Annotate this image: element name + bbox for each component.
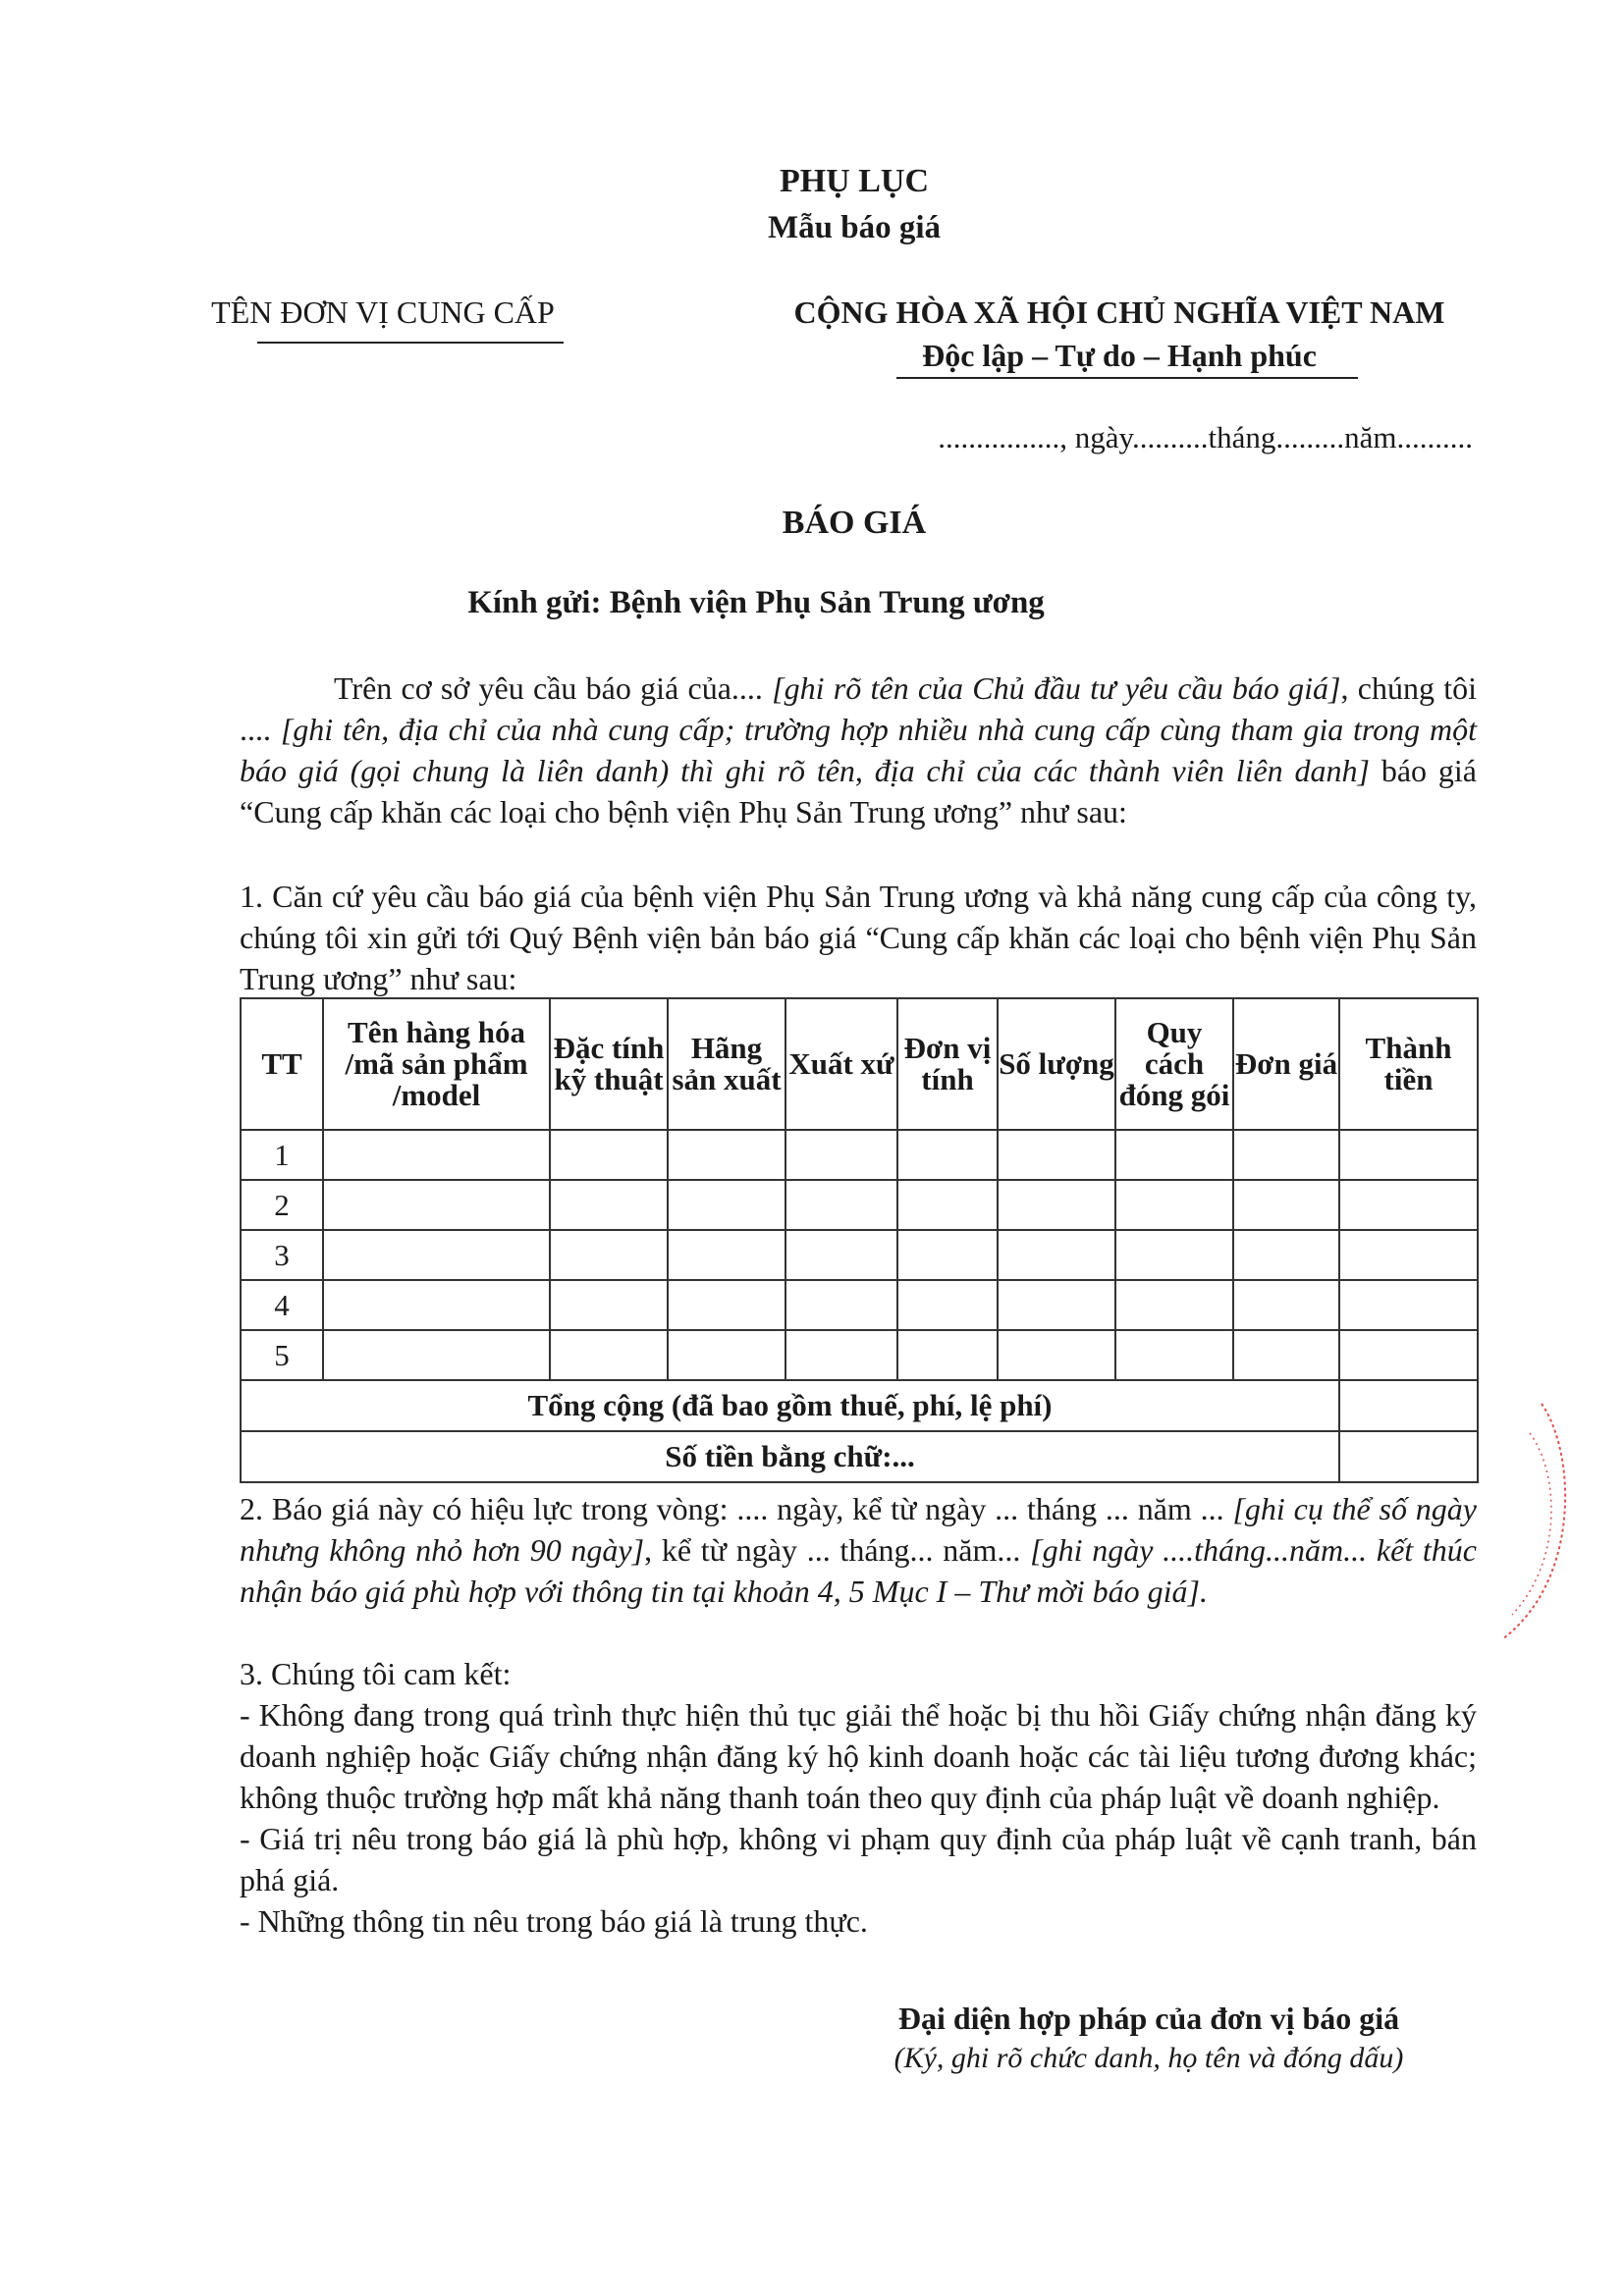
cell <box>550 1130 668 1180</box>
cell <box>1339 1280 1478 1330</box>
supplier-underline <box>257 342 564 344</box>
item-2-text-b: , kể từ ngày ... tháng... năm... <box>644 1532 1031 1568</box>
cell <box>785 1230 897 1280</box>
commitment-3: - Những thông tin nêu trong báo giá là trung thực. <box>240 1903 868 1939</box>
table-row <box>241 1330 1478 1380</box>
cell <box>998 1330 1115 1380</box>
total-value-cell <box>1339 1380 1478 1431</box>
cell <box>668 1180 785 1230</box>
cell <box>897 1330 998 1380</box>
cell <box>1115 1280 1233 1330</box>
date-line: ................, ngày..........tháng.........năm.......... <box>938 420 1473 454</box>
item-2-text-c: . <box>1199 1574 1208 1609</box>
cell <box>550 1180 668 1230</box>
republic-title: CỘNG HÒA XÃ HỘI CHỦ NGHĨA VIỆT NAM <box>793 294 1445 330</box>
table-row <box>241 1130 1478 1180</box>
cell <box>323 1330 550 1380</box>
commitment-1: - Không đang trong quá trình thực hiện thủ tục giải thể hoặc bị thu hồi Giấy chứng nhận đăng ký doanh nghiệp hoặc Giấy chứng nhận đăng ký hộ kinh doanh hoặc các tài liệu tương đương khác; không thuộc trường hợp mất khả năng thanh toán theo quy định của pháp luật về doanh nghiệp. <box>240 1697 1477 1815</box>
table-row <box>241 1230 1478 1280</box>
header-spec: Đặc tính kỹ thuật <box>550 998 668 1130</box>
signature-note: (Ký, ghi rõ chức danh, họ tên và đóng dấu) <box>893 2042 1404 2074</box>
intro-text-3: báo giá “Cung cấp khăn các loại cho bệnh viện Phụ Sản Trung ương” như sau: <box>240 753 1478 829</box>
cell <box>1233 1130 1339 1180</box>
header-name: Tên hàng hóa /mã sản phẩm /model <box>323 998 550 1130</box>
cell <box>1339 1230 1478 1280</box>
cell <box>1115 1130 1233 1180</box>
cell <box>1339 1130 1478 1180</box>
item-2-paragraph <box>240 1488 1477 1612</box>
amount-in-words-cell <box>1339 1431 1478 1482</box>
recipient-line: Kính gửi: Bệnh viện Phụ Sản Trung ương <box>467 585 1045 620</box>
cell <box>1115 1230 1233 1280</box>
supplier-name: TÊN ĐƠN VỊ CUNG CẤP <box>211 294 555 330</box>
cell <box>668 1130 785 1180</box>
cell <box>1339 1180 1478 1230</box>
cell <box>897 1280 998 1330</box>
cell <box>668 1330 785 1380</box>
cell <box>785 1130 897 1180</box>
cell <box>550 1280 668 1330</box>
signature-title: Đại diện hợp pháp của đơn vị báo giá <box>897 2001 1400 2036</box>
cell <box>1233 1330 1339 1380</box>
intro-note-2: [ghi tên, địa chỉ của nhà cung cấp; trường hợp nhiều nhà cung cấp cùng tham gia trong một báo giá (gọi chung là liên danh) thì ghi rõ tên, địa chỉ của các thành viên liên danh] <box>240 712 1478 788</box>
quote-table <box>240 997 1479 1483</box>
appendix-title: PHỤ LỤC <box>779 163 930 199</box>
appendix-subtitle: Mẫu báo giá <box>767 210 942 245</box>
cell <box>668 1230 785 1280</box>
cell <box>998 1230 1115 1280</box>
cell <box>1233 1230 1339 1280</box>
amount-in-words-label: Số tiền bằng chữ:... <box>241 1431 1339 1482</box>
cell <box>323 1130 550 1180</box>
cell <box>1233 1280 1339 1330</box>
row-number: 1 <box>241 1130 323 1180</box>
cell <box>1339 1330 1478 1380</box>
cell <box>785 1180 897 1230</box>
cell <box>897 1230 998 1280</box>
cell <box>323 1230 550 1280</box>
header-pack: Quy cách đóng gói <box>1115 998 1233 1130</box>
cell <box>1115 1180 1233 1230</box>
header-tt: TT <box>241 998 323 1130</box>
intro-text-2: , chúng tôi .... <box>240 670 1478 747</box>
header-price: Đơn giá <box>1233 998 1339 1130</box>
header-unit: Đơn vị tính <box>897 998 998 1130</box>
item-3-section <box>240 1653 1477 1942</box>
total-row <box>241 1380 1478 1431</box>
intro-paragraph <box>240 667 1477 832</box>
item-1-paragraph: 1. Căn cứ yêu cầu báo giá của bệnh viện Phụ Sản Trung ương và khả năng cung cấp của công ty, chúng tôi xin gửi tới Quý Bệnh viện bản báo giá “Cung cấp khăn các loại cho bệnh viện Phụ Sản Trung ương” như sau: <box>240 879 1477 996</box>
document-title: BÁO GIÁ <box>782 505 927 541</box>
item-2-note-b: [ghi ngày ....tháng...năm... kết thúc nhận báo giá phù hợp với thông tin tại khoản 4, 5 Mục I – Thư mời báo giá] <box>240 1532 1478 1609</box>
item-2-note-a: [ghi cụ thể số ngày nhưng không nhỏ hơn 90 ngày] <box>240 1491 1478 1568</box>
row-number: 5 <box>241 1330 323 1380</box>
cell <box>668 1280 785 1330</box>
cell <box>998 1130 1115 1180</box>
cell <box>323 1280 550 1330</box>
cell <box>897 1180 998 1230</box>
total-label: Tổng cộng (đã bao gồm thuế, phí, lệ phí) <box>241 1380 1339 1431</box>
header-amount: Thành tiền <box>1339 998 1478 1130</box>
table-row <box>241 1180 1478 1230</box>
cell <box>1233 1180 1339 1230</box>
motto-underline <box>896 377 1358 379</box>
cell <box>785 1330 897 1380</box>
amount-in-words-row <box>241 1431 1478 1482</box>
row-number: 3 <box>241 1230 323 1280</box>
commitment-2: - Giá trị nêu trong báo giá là phù hợp, không vi phạm quy định của pháp luật về cạnh tranh, bán phá giá. <box>240 1821 1477 1897</box>
header-qty: Số lượng <box>998 998 1115 1130</box>
header-origin: Xuất xứ <box>785 998 897 1130</box>
cell <box>785 1280 897 1330</box>
table-row <box>241 1280 1478 1330</box>
cell <box>1115 1330 1233 1380</box>
cell <box>998 1280 1115 1330</box>
item-3-heading: 3. Chúng tôi cam kết: <box>240 1656 512 1691</box>
intro-note-1: [ghi rõ tên của Chủ đầu tư yêu cầu báo giá] <box>772 670 1341 706</box>
row-number: 2 <box>241 1180 323 1230</box>
national-motto: Độc lập – Tự do – Hạnh phúc <box>922 338 1317 373</box>
cell <box>323 1180 550 1230</box>
cell <box>550 1330 668 1380</box>
row-number: 4 <box>241 1280 323 1330</box>
intro-text-1: Trên cơ sở yêu cầu báo giá của.... <box>334 670 773 706</box>
item-2-text-a: 2. Báo giá này có hiệu lực trong vòng: .... ngày, kể từ ngày ... tháng ... năm ... <box>240 1491 1233 1526</box>
cell <box>550 1230 668 1280</box>
partial-stamp-mark <box>1483 1394 1571 1649</box>
cell <box>897 1130 998 1180</box>
cell <box>998 1180 1115 1230</box>
header-maker: Hãng sản xuất <box>668 998 785 1130</box>
